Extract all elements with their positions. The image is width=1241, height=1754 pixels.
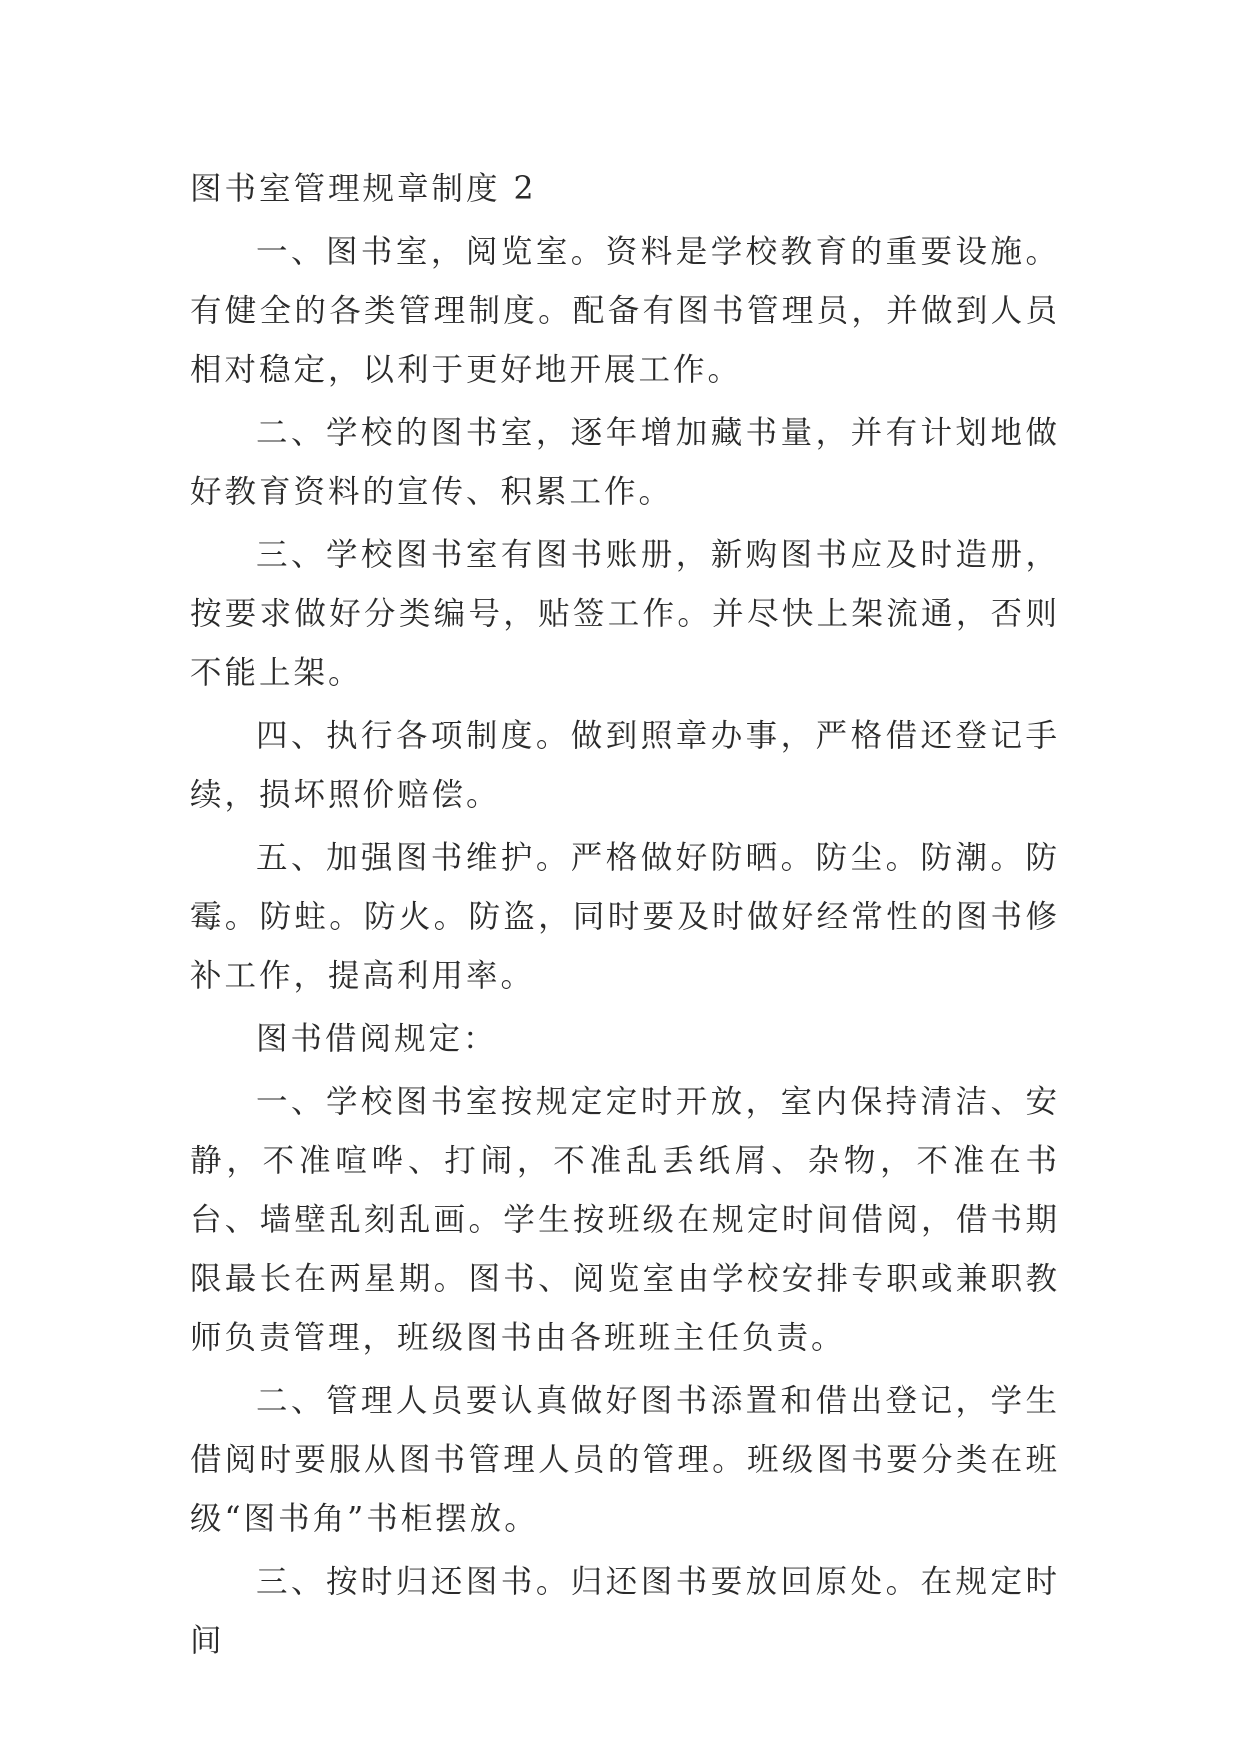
paragraph-borrow-1: 一、学校图书室按规定定时开放，室内保持清洁、安静，不准喧哗、打闹，不准乱丢纸屑、杂物，不准在书台、墙壁乱刻乱画。学生按班级在规定时间借阅，借书期限最长在两星期。图书、阅览室由学校安排专职或兼职教师负责管理，班级图书由各班班主任负责。 <box>190 1084 1060 1356</box>
paragraph-borrow-3: 三、按时归还图书。归还图书要放回原处。在规定时间 <box>190 1564 1060 1659</box>
document-page <box>190 160 1060 1675</box>
paragraph-borrow-2: 二、管理人员要认真做好图书添置和借出登记，学生借阅时要服从图书管理人员的管理。班级图书要分类在班级“图书角”书柜摆放。 <box>190 1383 1060 1537</box>
document-title: 图书室管理规章制度 2 <box>190 171 537 207</box>
paragraph-rule-5: 五、加强图书维护。严格做好防晒。防尘。防潮。防霉。防蛀。防火。防盗，同时要及时做好经常性的图书修补工作，提高利用率。 <box>190 840 1060 994</box>
borrowing-rules-heading: 图书借阅规定： <box>256 1021 498 1057</box>
paragraph-rule-4: 四、执行各项制度。做到照章办事，严格借还登记手续，损坏照价赔偿。 <box>190 718 1060 813</box>
paragraph-rule-1: 一、图书室，阅览室。资料是学校教育的重要设施。有健全的各类管理制度。配备有图书管理员，并做到人员相对稳定，以利于更好地开展工作。 <box>190 234 1060 388</box>
paragraph-rule-3: 三、学校图书室有图书账册，新购图书应及时造册，按要求做好分类编号，贴签工作。并尽快上架流通，否则不能上架。 <box>190 537 1060 691</box>
paragraph-rule-2: 二、学校的图书室，逐年增加藏书量，并有计划地做好教育资料的宣传、积累工作。 <box>190 415 1060 510</box>
